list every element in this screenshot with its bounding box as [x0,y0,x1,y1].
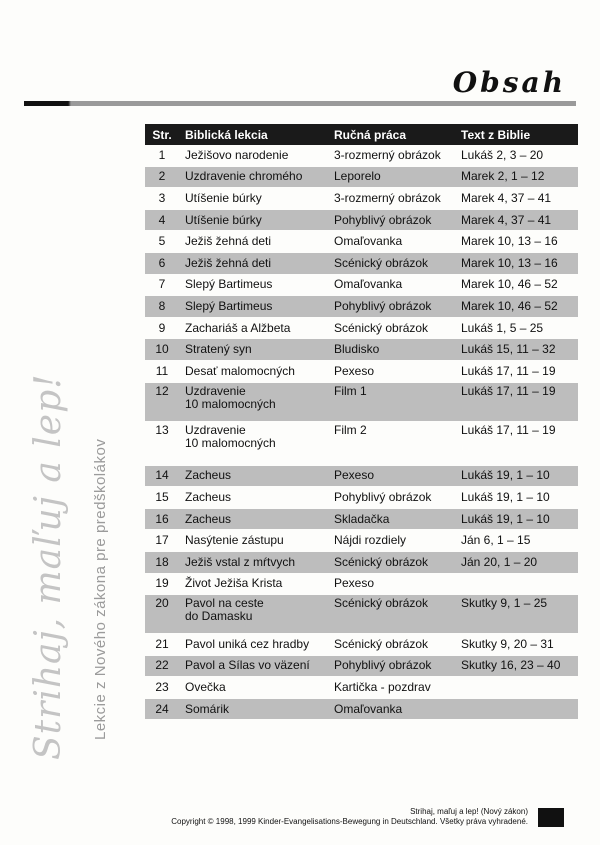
row-bible-text: Marek 10, 46 – 52 [455,296,578,318]
table-row [145,551,578,573]
row-page-number: 13 [145,421,179,465]
table-row [145,508,578,530]
contents-table [145,124,578,720]
row-bible-text: Lukáš 15, 11 – 32 [455,339,578,361]
table-row [145,595,578,634]
row-craft: Scénický obrázok [328,317,455,339]
row-bible-text: Marek 10, 46 – 52 [455,274,578,296]
row-page-number: 11 [145,360,179,382]
row-craft: Kartička - pozdrav [328,677,455,699]
header-craft: Ručná práca [328,124,455,145]
row-lesson: Ježiš žehná deti [179,231,328,253]
row-craft: Omaľovanka [328,231,455,253]
row-page-number: 20 [145,595,179,634]
footer [171,807,528,827]
row-page-number: 15 [145,487,179,509]
row-page-number: 18 [145,551,179,573]
header-page: Str. [145,124,179,145]
table-row [145,382,578,421]
row-craft: Skladačka [328,508,455,530]
row-craft: Pexeso [328,360,455,382]
row-bible-text: Marek 10, 13 – 16 [455,252,578,274]
row-lesson: Život Ježiša Krista [179,573,328,595]
row-craft: 3-rozmerný obrázok [328,145,455,166]
footer-title: Strihaj, maľuj a lep! (Nový zákon) [410,807,528,816]
row-craft: Pohyblivý obrázok [328,209,455,231]
row-lesson: Ježišovo narodenie [179,145,328,166]
row-lesson: Slepý Bartimeus [179,274,328,296]
row-craft: Leporelo [328,166,455,188]
row-craft: Film 2 [328,421,455,465]
row-page-number: 6 [145,252,179,274]
table-row [145,209,578,231]
row-craft: Nájdi rozdiely [328,530,455,552]
row-page-number: 12 [145,382,179,421]
row-page-number: 19 [145,573,179,595]
table-row [145,677,578,699]
table-row [145,698,578,720]
row-page-number: 4 [145,209,179,231]
row-bible-text: Skutky 16, 23 – 40 [455,655,578,677]
row-craft: Omaľovanka [328,698,455,720]
row-craft: Scénický obrázok [328,634,455,656]
row-craft: Pohyblivý obrázok [328,655,455,677]
row-bible-text: Lukáš 19, 1 – 10 [455,508,578,530]
row-bible-text [455,677,578,699]
table-row [145,360,578,382]
row-craft: Film 1 [328,382,455,421]
side-title-text: Strihaj, maľuj a lep! [28,373,69,760]
row-lesson: Desať malomocných [179,360,328,382]
table-row [145,296,578,318]
side-subtitle: Lekcie z Nového zákona pre predškolákov [92,438,109,740]
row-bible-text: Skutky 9, 1 – 25 [455,595,578,634]
row-lesson: Somárik [179,698,328,720]
row-craft: Omaľovanka [328,274,455,296]
header-lesson: Biblická lekcia [179,124,328,145]
row-lesson: Utíšenie búrky [179,209,328,231]
row-page-number: 10 [145,339,179,361]
table-row [145,421,578,465]
row-lesson: Utíšenie búrky [179,188,328,210]
row-craft: Pexeso [328,465,455,487]
table-row [145,487,578,509]
row-lesson: Zacheus [179,487,328,509]
row-page-number: 7 [145,274,179,296]
row-bible-text: Ján 6, 1 – 15 [455,530,578,552]
row-bible-text: Ján 20, 1 – 20 [455,551,578,573]
table-row [145,530,578,552]
row-craft: Pexeso [328,573,455,595]
page-title: Obsah [452,66,566,99]
row-bible-text [455,573,578,595]
header-bible-text: Text z Biblie [455,124,578,145]
row-page-number: 16 [145,508,179,530]
row-page-number: 14 [145,465,179,487]
row-craft: Scénický obrázok [328,551,455,573]
table-row [145,573,578,595]
row-bible-text: Lukáš 17, 11 – 19 [455,382,578,421]
row-page-number: 17 [145,530,179,552]
row-bible-text: Marek 4, 37 – 41 [455,188,578,210]
row-craft: Scénický obrázok [328,595,455,634]
row-bible-text: Marek 10, 13 – 16 [455,231,578,253]
row-craft: 3-rozmerný obrázok [328,188,455,210]
row-page-number: 8 [145,296,179,318]
table-row [145,145,578,166]
row-craft: Bludisko [328,339,455,361]
table-row [145,274,578,296]
row-lesson: Pavol uniká cez hradby [179,634,328,656]
row-page-number: 22 [145,655,179,677]
row-lesson: Uzdravenie 10 malomocných [179,421,328,465]
row-page-number: 3 [145,188,179,210]
row-bible-text: Lukáš 17, 11 – 19 [455,421,578,465]
row-lesson: Ovečka [179,677,328,699]
row-lesson: Stratený syn [179,339,328,361]
row-bible-text [455,698,578,720]
table-row [145,252,578,274]
row-bible-text: Lukáš 17, 11 – 19 [455,360,578,382]
footer-mark [538,808,564,827]
row-page-number: 2 [145,166,179,188]
row-bible-text: Lukáš 2, 3 – 20 [455,145,578,166]
row-bible-text: Marek 4, 37 – 41 [455,209,578,231]
row-page-number: 1 [145,145,179,166]
row-lesson: Nasýtenie zástupu [179,530,328,552]
row-lesson: Pavol na ceste do Damasku [179,595,328,634]
row-page-number: 9 [145,317,179,339]
row-bible-text: Marek 2, 1 – 12 [455,166,578,188]
row-lesson: Ježiš vstal z mŕtvych [179,551,328,573]
row-craft: Scénický obrázok [328,252,455,274]
table-row [145,339,578,361]
table-row [145,166,578,188]
row-bible-text: Skutky 9, 20 – 31 [455,634,578,656]
table-row [145,634,578,656]
table-row [145,465,578,487]
row-lesson: Slepý Bartimeus [179,296,328,318]
row-bible-text: Lukáš 19, 1 – 10 [455,465,578,487]
row-lesson: Ježiš žehná deti [179,252,328,274]
row-bible-text: Lukáš 1, 5 – 25 [455,317,578,339]
row-page-number: 5 [145,231,179,253]
footer-copyright: Copyright © 1998, 1999 Kinder-Evangelisations-Bewegung in Deutschland. Všetky práva vyhradené. [171,817,528,826]
row-craft: Pohyblivý obrázok [328,487,455,509]
table-row [145,655,578,677]
row-craft: Pohyblivý obrázok [328,296,455,318]
row-page-number: 23 [145,677,179,699]
title-rule [24,101,576,106]
table-header-row [145,124,578,145]
table-row [145,188,578,210]
row-lesson: Uzdravenie chromého [179,166,328,188]
row-lesson: Zacheus [179,465,328,487]
row-page-number: 24 [145,698,179,720]
row-bible-text: Lukáš 19, 1 – 10 [455,487,578,509]
row-lesson: Zachariáš a Alžbeta [179,317,328,339]
side-title [28,373,69,760]
row-lesson: Uzdravenie 10 malomocných [179,382,328,421]
table-row [145,317,578,339]
row-lesson: Zacheus [179,508,328,530]
row-lesson: Pavol a Sílas vo väzení [179,655,328,677]
table-row [145,231,578,253]
row-page-number: 21 [145,634,179,656]
